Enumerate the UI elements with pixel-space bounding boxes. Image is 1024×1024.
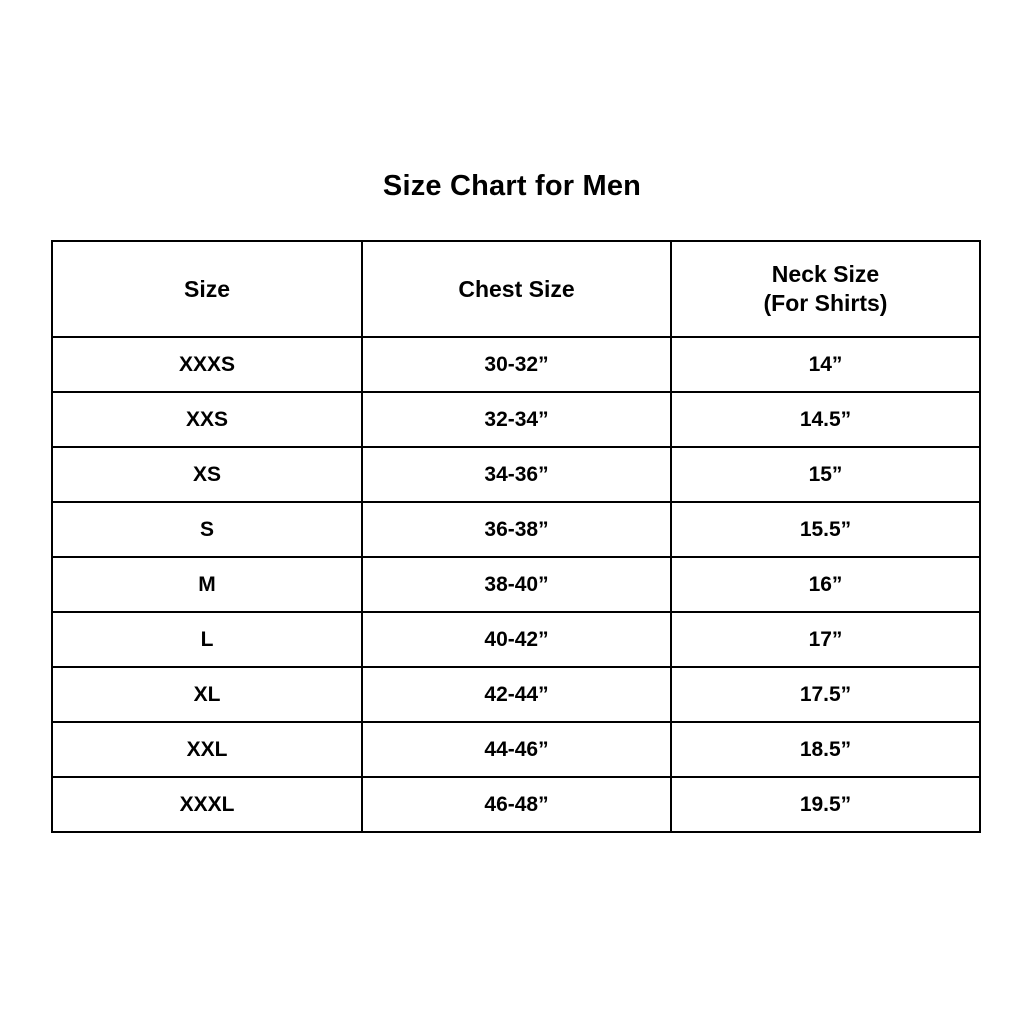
cell-neck: 16” [671,557,980,612]
cell-size: M [52,557,362,612]
cell-size: XXL [52,722,362,777]
cell-chest: 34-36” [362,447,671,502]
table-header-row [52,241,980,337]
cell-neck: 14” [671,337,980,392]
table-row [52,777,980,832]
column-header-chest [362,241,671,337]
column-header-neck-label: Neck Size [771,261,880,288]
cell-neck: 17.5” [671,667,980,722]
column-header-chest-label: Chest Size [458,275,575,302]
cell-size: XXXL [52,777,362,832]
table-row [52,722,980,777]
cell-neck: 17” [671,612,980,667]
cell-size: XL [52,667,362,722]
cell-neck: 19.5” [671,777,980,832]
cell-size: XXS [52,392,362,447]
table-row [52,392,980,447]
table-row [52,612,980,667]
cell-size: L [52,612,362,667]
cell-chest: 36-38” [362,502,671,557]
cell-size: XS [52,447,362,502]
table-row [52,447,980,502]
cell-neck: 18.5” [671,722,980,777]
cell-neck: 15.5” [671,502,980,557]
cell-chest: 42-44” [362,667,671,722]
table-row [52,557,980,612]
column-header-neck [671,241,980,337]
cell-chest: 30-32” [362,337,671,392]
cell-size: XXXS [52,337,362,392]
cell-neck: 15” [671,447,980,502]
table-header [52,241,980,337]
cell-chest: 44-46” [362,722,671,777]
column-header-neck-sublabel: (For Shirts) [763,290,888,316]
cell-chest: 40-42” [362,612,671,667]
cell-neck: 14.5” [671,392,980,447]
column-header-size-label: Size [183,275,231,302]
table-row [52,502,980,557]
table-body [52,337,980,832]
cell-chest: 46-48” [362,777,671,832]
cell-size: S [52,502,362,557]
page-title: Size Chart for Men [382,170,642,202]
table-row [52,337,980,392]
table-row [52,667,980,722]
cell-chest: 32-34” [362,392,671,447]
size-chart-table-wrapper [51,240,973,833]
cell-chest: 38-40” [362,557,671,612]
column-header-size [52,241,362,337]
size-chart-table [51,240,981,833]
